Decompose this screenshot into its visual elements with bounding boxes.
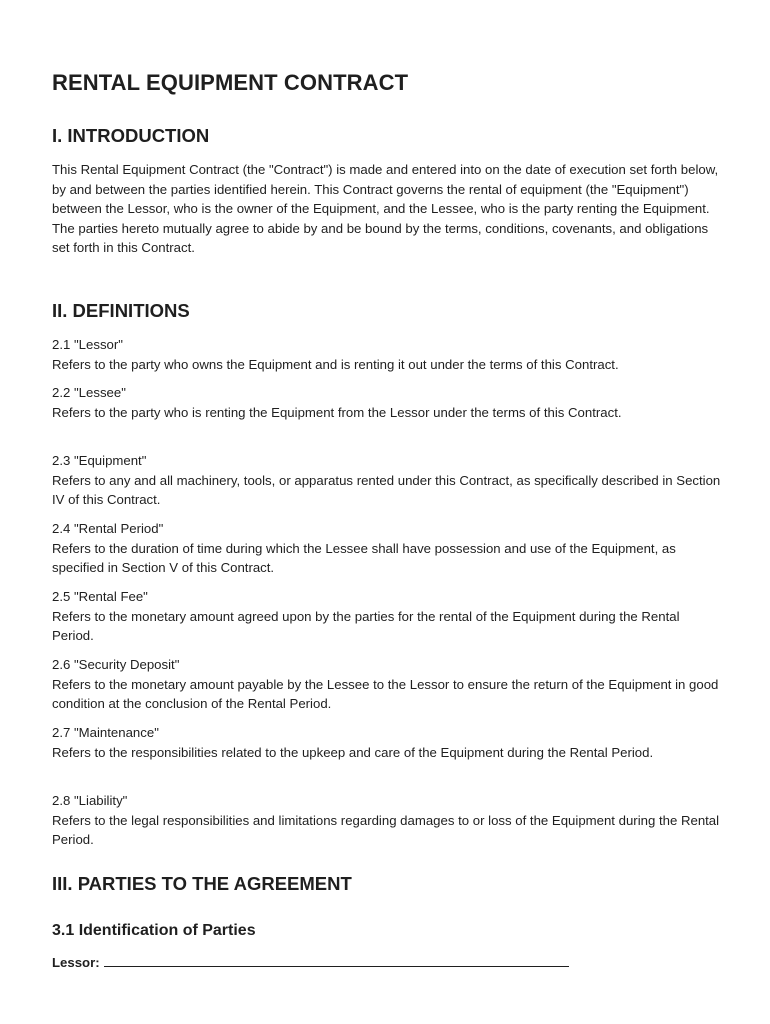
definition-item <box>52 655 724 714</box>
definition-item <box>52 519 724 578</box>
definition-text: Refers to the legal responsibilities and limitations regarding damages to or loss of the Equipment during the Rental Period. <box>52 812 720 848</box>
definition-item <box>52 451 724 510</box>
definition-term: 2.1 "Lessor" <box>52 337 123 352</box>
definition-text: Refers to the duration of time during which the Lessee shall have possession and use of the Equipment, as specified in Section V of this Contract. <box>52 540 676 576</box>
definition-text: Refers to the monetary amount payable by the Lessee to the Lessor to ensure the return of the Equipment in good condition at the conclusion of the Rental Period. <box>52 676 719 712</box>
introduction-paragraph: This Rental Equipment Contract (the "Contract") is made and entered into on the date of execution set forth below, by and between the parties identified herein. This Contract governs the rental of equipment (the "Equipment") between the Lessor, who is the owner of the Equipment, and the Lessee, who is the party renting the Equipment. The parties hereto mutually agree to abide by and be bound by the terms, conditions, covenants, and obligations set forth in this Contract. <box>52 162 719 256</box>
definition-item <box>52 791 724 850</box>
lessor-field <box>52 953 569 973</box>
section-heading-parties: III. PARTIES TO THE AGREEMENT <box>52 873 352 894</box>
document-title: RENTAL EQUIPMENT CONTRACT <box>52 70 409 95</box>
definition-text: Refers to the party who owns the Equipment and is renting it out under the terms of this Contract. <box>52 356 619 372</box>
definition-term: 2.8 "Liability" <box>52 793 128 808</box>
definition-term: 2.4 "Rental Period" <box>52 521 164 536</box>
subsection-heading-identification: 3.1 Identification of Parties <box>52 922 256 939</box>
definition-text: Refers to the monetary amount agreed upon by the parties for the rental of the Equipment during the Rental Period. <box>52 608 680 644</box>
definition-item <box>52 587 724 646</box>
definition-item <box>52 723 724 762</box>
section-heading-introduction: I. INTRODUCTION <box>52 125 210 146</box>
section-heading-definitions: II. DEFINITIONS <box>52 300 190 321</box>
definition-term: 2.5 "Rental Fee" <box>52 589 148 604</box>
definition-term: 2.6 "Security Deposit" <box>52 657 180 672</box>
definition-term: 2.7 "Maintenance" <box>52 725 159 740</box>
lessor-blank-line[interactable] <box>104 953 569 967</box>
definition-term: 2.2 "Lessee" <box>52 385 126 400</box>
definition-item <box>52 383 724 422</box>
lessor-label: Lessor: <box>52 955 100 970</box>
definition-text: Refers to the responsibilities related to the upkeep and care of the Equipment during the Rental Period. <box>52 744 654 760</box>
definition-text: Refers to any and all machinery, tools, or apparatus rented under this Contract, as specifically described in Section IV of this Contract. <box>52 472 721 508</box>
definition-text: Refers to the party who is renting the Equipment from the Lessor under the terms of this Contract. <box>52 404 622 420</box>
definition-item <box>52 335 724 374</box>
definition-term: 2.3 "Equipment" <box>52 453 147 468</box>
